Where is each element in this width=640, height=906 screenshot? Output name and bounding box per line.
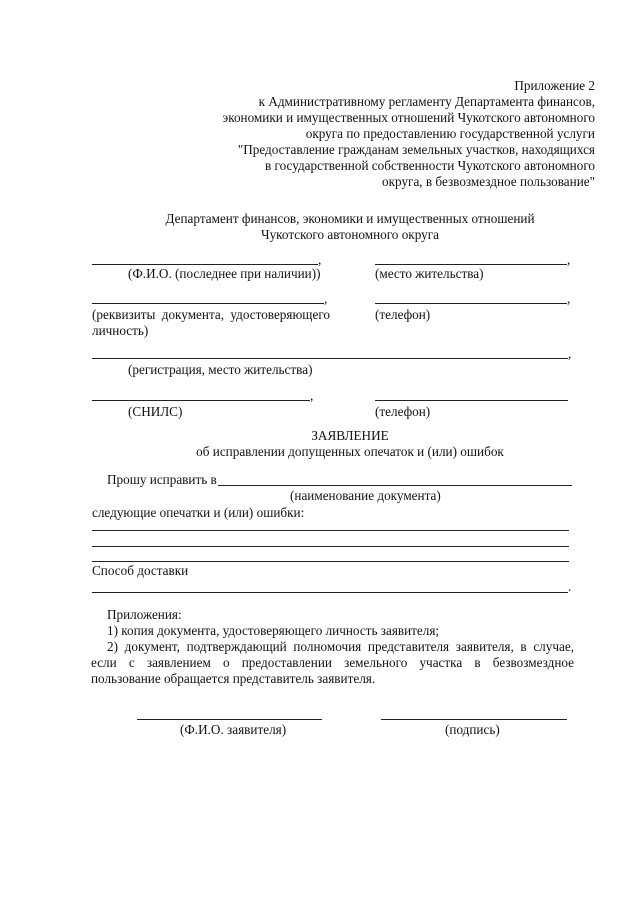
header-line-7: округа, в безвозмездное пользование" bbox=[382, 174, 595, 189]
fio-line[interactable] bbox=[92, 264, 318, 265]
header-line-4: округа по предоставлению государственной услуги bbox=[305, 126, 595, 141]
document-title: ЗАЯВЛЕНИЕ bbox=[311, 428, 389, 443]
registration-line[interactable] bbox=[92, 358, 568, 359]
errors-line-1[interactable] bbox=[92, 530, 569, 531]
header-line-3: экономики и имущественных отношений Чукотского автономного bbox=[222, 110, 595, 125]
delivery-period: . bbox=[568, 579, 572, 594]
attachment-item-2: 2) документ, подтверждающий полномочия представителя заявителя, в случае, если с заявлением о предоставлении земельного участка в безвозмездное пользование обращается представитель заявителя. bbox=[91, 639, 574, 686]
signature-sign-line[interactable] bbox=[381, 719, 567, 720]
header-block bbox=[223, 78, 595, 190]
errors-line-2[interactable] bbox=[92, 546, 569, 547]
fio-label: (Ф.И.О. (последнее при наличии)) bbox=[128, 266, 321, 281]
department-block bbox=[0, 211, 640, 243]
registration-label: (регистрация, место жительства) bbox=[128, 362, 313, 377]
department-line-1: Департамент финансов, экономики и имущественных отношений bbox=[165, 211, 535, 226]
residence-label: (место жительства) bbox=[375, 266, 484, 281]
attachment-item-1: 1) копия документа, удостоверяющего личность заявителя; bbox=[107, 623, 440, 638]
phone-line-1[interactable] bbox=[375, 303, 567, 304]
residence-line[interactable] bbox=[375, 264, 567, 265]
signature-fio-line[interactable] bbox=[137, 719, 322, 720]
attachments-heading: Приложения: bbox=[107, 607, 182, 622]
errors-label: следующие опечатки и (или) ошибки: bbox=[92, 505, 305, 520]
snils-line[interactable] bbox=[92, 400, 310, 401]
registration-comma: , bbox=[568, 346, 572, 361]
document-name-label: (наименование документа) bbox=[290, 488, 441, 503]
errors-line-3[interactable] bbox=[92, 561, 569, 562]
id-doc-label: (реквизиты документа, удостоверяющего личность) bbox=[92, 307, 330, 338]
header-line-1: Приложение 2 bbox=[514, 78, 595, 93]
snils-label: (СНИЛС) bbox=[128, 404, 183, 419]
document-name-line[interactable] bbox=[218, 485, 572, 486]
residence-comma: , bbox=[567, 252, 571, 267]
phone-label-2: (телефон) bbox=[375, 404, 431, 419]
phone-label-1: (телефон) bbox=[375, 307, 431, 322]
request-prefix: Прошу исправить в bbox=[107, 472, 217, 487]
id-doc-comma: , bbox=[324, 291, 328, 306]
phone-line-2[interactable] bbox=[375, 400, 568, 401]
phone-comma-1: , bbox=[567, 291, 571, 306]
snils-comma: , bbox=[310, 388, 314, 403]
id-doc-line[interactable] bbox=[92, 303, 324, 304]
delivery-label: Способ доставки bbox=[92, 563, 189, 578]
header-line-6: в государственной собственности Чукотского автономного bbox=[265, 158, 595, 173]
delivery-line[interactable] bbox=[92, 592, 568, 593]
signature-fio-label: (Ф.И.О. заявителя) bbox=[180, 722, 287, 737]
header-line-5: "Предоставление гражданам земельных участков, находящихся bbox=[237, 142, 595, 157]
signature-sign-label: (подпись) bbox=[445, 722, 500, 737]
document-subtitle: об исправлении допущенных опечаток и (или) ошибок bbox=[196, 444, 504, 459]
header-line-2: к Административному регламенту Департамента финансов, bbox=[258, 94, 595, 109]
fio-comma: , bbox=[318, 252, 322, 267]
department-line-2: Чукотского автономного округа bbox=[261, 227, 439, 242]
